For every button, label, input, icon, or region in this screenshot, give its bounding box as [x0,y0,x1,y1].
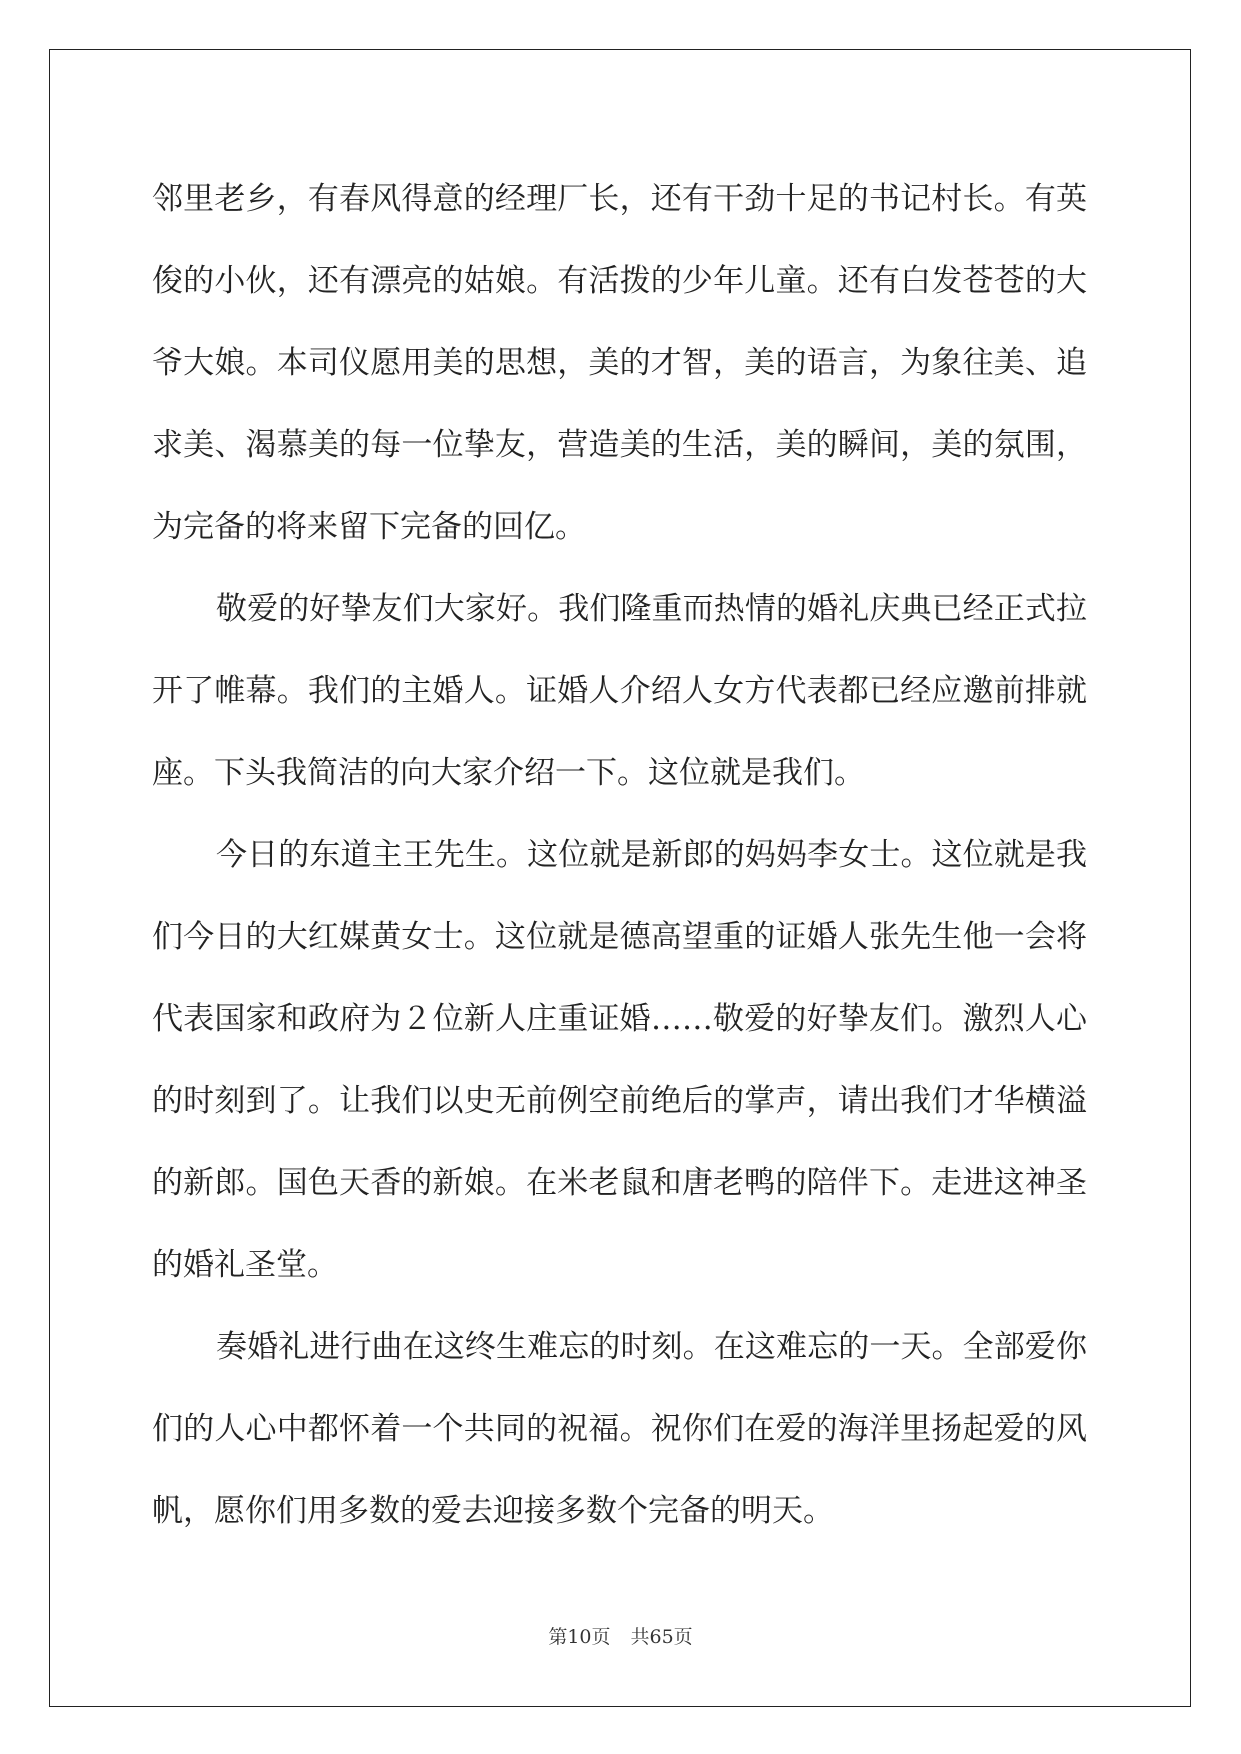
text-line: 们今日的大红媒黄女士。这位就是德高望重的证婚人张先生他一会将 [152,919,1087,955]
text-line: 奏婚礼进行曲在这终生难忘的时刻。在这难忘的一天。全部爱你 [216,1329,1087,1365]
text-line: 今日的东道主王先生。这位就是新郎的妈妈李女士。这位就是我 [216,837,1087,873]
page-total: 共65页 [630,1626,693,1648]
text-line: 的婚礼圣堂。 [152,1247,338,1283]
text-line: 敬爱的好挚友们大家好。我们隆重而热情的婚礼庆典已经正式拉 [216,591,1087,627]
page-footer [0,1622,1241,1649]
text-line: 开了帷幕。我们的主婚人。证婚人介绍人女方代表都已经应邀前排就 [152,673,1087,709]
text-line: 们的人心中都怀着一个共同的祝福。祝你们在爱的海洋里扬起爱的风 [152,1411,1087,1447]
text-line: 代表国家和政府为２位新人庄重证婚……敬爱的好挚友们。激烈人心 [152,1001,1087,1037]
page-number: 第10页 [548,1626,611,1648]
text-line: 邻里老乡，有春风得意的经理厂长，还有干劲十足的书记村长。有英 [152,181,1087,217]
paragraph [152,814,1087,1306]
text-line: 爷大娘。本司仪愿用美的思想，美的才智，美的语言，为象往美、追 [152,345,1087,381]
document-body [152,158,1087,1552]
text-line: 帆，愿你们用多数的爱去迎接多数个完备的明天。 [152,1493,834,1529]
text-line: 为完备的将来留下完备的回亿。 [152,509,586,545]
text-line: 的时刻到了。让我们以史无前例空前绝后的掌声，请出我们才华横溢 [152,1083,1087,1119]
text-line: 的新郎。国色天香的新娘。在米老鼠和唐老鸭的陪伴下。走进这神圣 [152,1165,1087,1201]
paragraph [152,158,1087,568]
text-line: 俊的小伙，还有漂亮的姑娘。有活拨的少年儿童。还有白发苍苍的大 [152,263,1087,299]
text-line: 求美、渴慕美的每一位挚友，营造美的生活，美的瞬间，美的氛围， [152,427,1087,463]
paragraph [152,1306,1087,1552]
paragraph [152,568,1087,814]
text-line: 座。下头我简洁的向大家介绍一下。这位就是我们。 [152,755,865,791]
